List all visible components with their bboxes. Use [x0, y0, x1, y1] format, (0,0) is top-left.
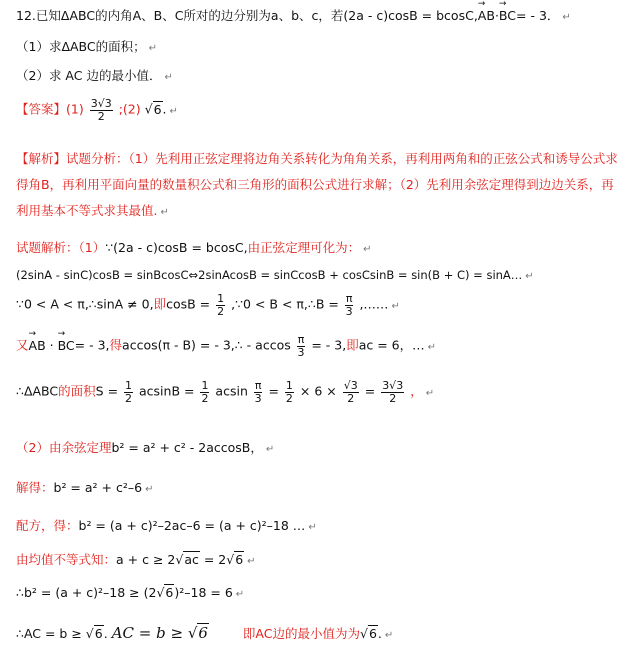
- analysis-tag: 【解析】: [16, 151, 67, 166]
- part2-line-2: 解得：b² = a² + c²–6 ↵: [16, 480, 154, 495]
- return-mark-icon: ↵: [562, 12, 571, 23]
- return-mark-icon: ↵: [247, 556, 256, 567]
- part2-line-1: （2）由余弦定理b² = a² + c² - 2accosB， ↵: [16, 440, 275, 455]
- return-mark-icon: ↵: [427, 341, 436, 353]
- part2-line-6: ∴AC = b ≥ √6. AC = b ≥ √6 即AC边的最小值为为√6. ↵: [16, 624, 394, 642]
- part2-line-3: 配方，得：b² = (a + c)²–2ac–6 = (a + c)²–18 … ↵: [16, 518, 317, 533]
- solution-line-4: 又→ AB · → BC= - 3,得accos(π - B) = - 3,∴ - accos $\frac{\pi}{3}$ = - 3,即ac = 6，… ↵: [16, 334, 436, 358]
- return-mark-icon: ↵: [384, 630, 394, 641]
- return-mark-icon: ↵: [425, 387, 435, 399]
- analysis-paragraph: 【解析】试题分析：（1）先利用正弦定理将边角关系转化为角角关系，再利用两角和的正弦公式和诱导公式求得角B，再利用平面向量的数量积公式和三角形的面积公式进行求解；（2）先利用余弦定理得到边边关系，再利用基本不等式求其最值. ↵: [16, 151, 618, 218]
- question-2: （2）求 AC 边的最小值． ↵: [16, 68, 173, 83]
- answer-line: 【答案】(1) $\frac{3√3}{2}$ ;(2) √6. ↵: [16, 97, 178, 123]
- vector-bc: → BC: [499, 8, 516, 23]
- return-mark-icon: ↵: [308, 522, 317, 533]
- answer-fraction: $\frac{3√3}{2}$: [90, 97, 112, 123]
- vector-ab: → AB: [478, 8, 495, 23]
- answer-tag: 【答案】: [16, 101, 67, 117]
- solution-line-5: ∴ΔABC的面积S = $\frac{1}{2}$ acsinB = $\frac{1}{2}$ acsin $\frac{\pi}{3}$ = $\frac{1}{2}$ × 6 × $\frac{√3}{2}$ = $\frac{3√3}{2}$ ， ↵: [16, 379, 435, 405]
- return-mark-icon: ↵: [391, 300, 400, 312]
- return-mark-icon: ↵: [525, 271, 534, 282]
- return-mark-icon: ↵: [164, 72, 173, 83]
- return-mark-icon: ↵: [235, 589, 245, 600]
- part2-line-4: 由均值不等式知：a + c ≥ 2√ac = 2√6 ↵: [16, 552, 256, 567]
- part2-line-5: ∴b² = (a + c)²–18 ≥ (2√6)²–18 = 6 ↵: [16, 585, 245, 600]
- return-mark-icon: ↵: [169, 105, 178, 117]
- return-mark-icon: ↵: [160, 207, 169, 218]
- question-1: （1）求ΔABC的面积； ↵: [16, 39, 158, 54]
- solution-line-3: ∵0 < A < π,∴sinA ≠ 0,即cosB = $\frac{1}{2}$ ,∵0 < B < π,∴B = $\frac{\pi}{3}$ ,…… ↵: [16, 292, 400, 318]
- return-mark-icon: ↵: [145, 484, 154, 495]
- solution-line-1: 试题解析：（1）∵(2a - c)cosB = bcosC,由正弦定理可化为： ↵: [16, 240, 372, 255]
- return-mark-icon: ↵: [148, 43, 158, 54]
- solution-line-2: (2sinA - sinC)cosB = sinBcosC⇔2sinAcosB = sinCcosB + cosCsinB = sin(B + C) = sinA… ↵: [16, 268, 534, 282]
- return-mark-icon: ↵: [265, 444, 275, 455]
- return-mark-icon: ↵: [363, 244, 372, 255]
- problem-stem: 12.已知ΔABC的内角A、B、C所对的边分别为a、b、c，若(2a - c)cosB = bcosC,→ AB·→ BC= - 3． ↵: [16, 6, 571, 24]
